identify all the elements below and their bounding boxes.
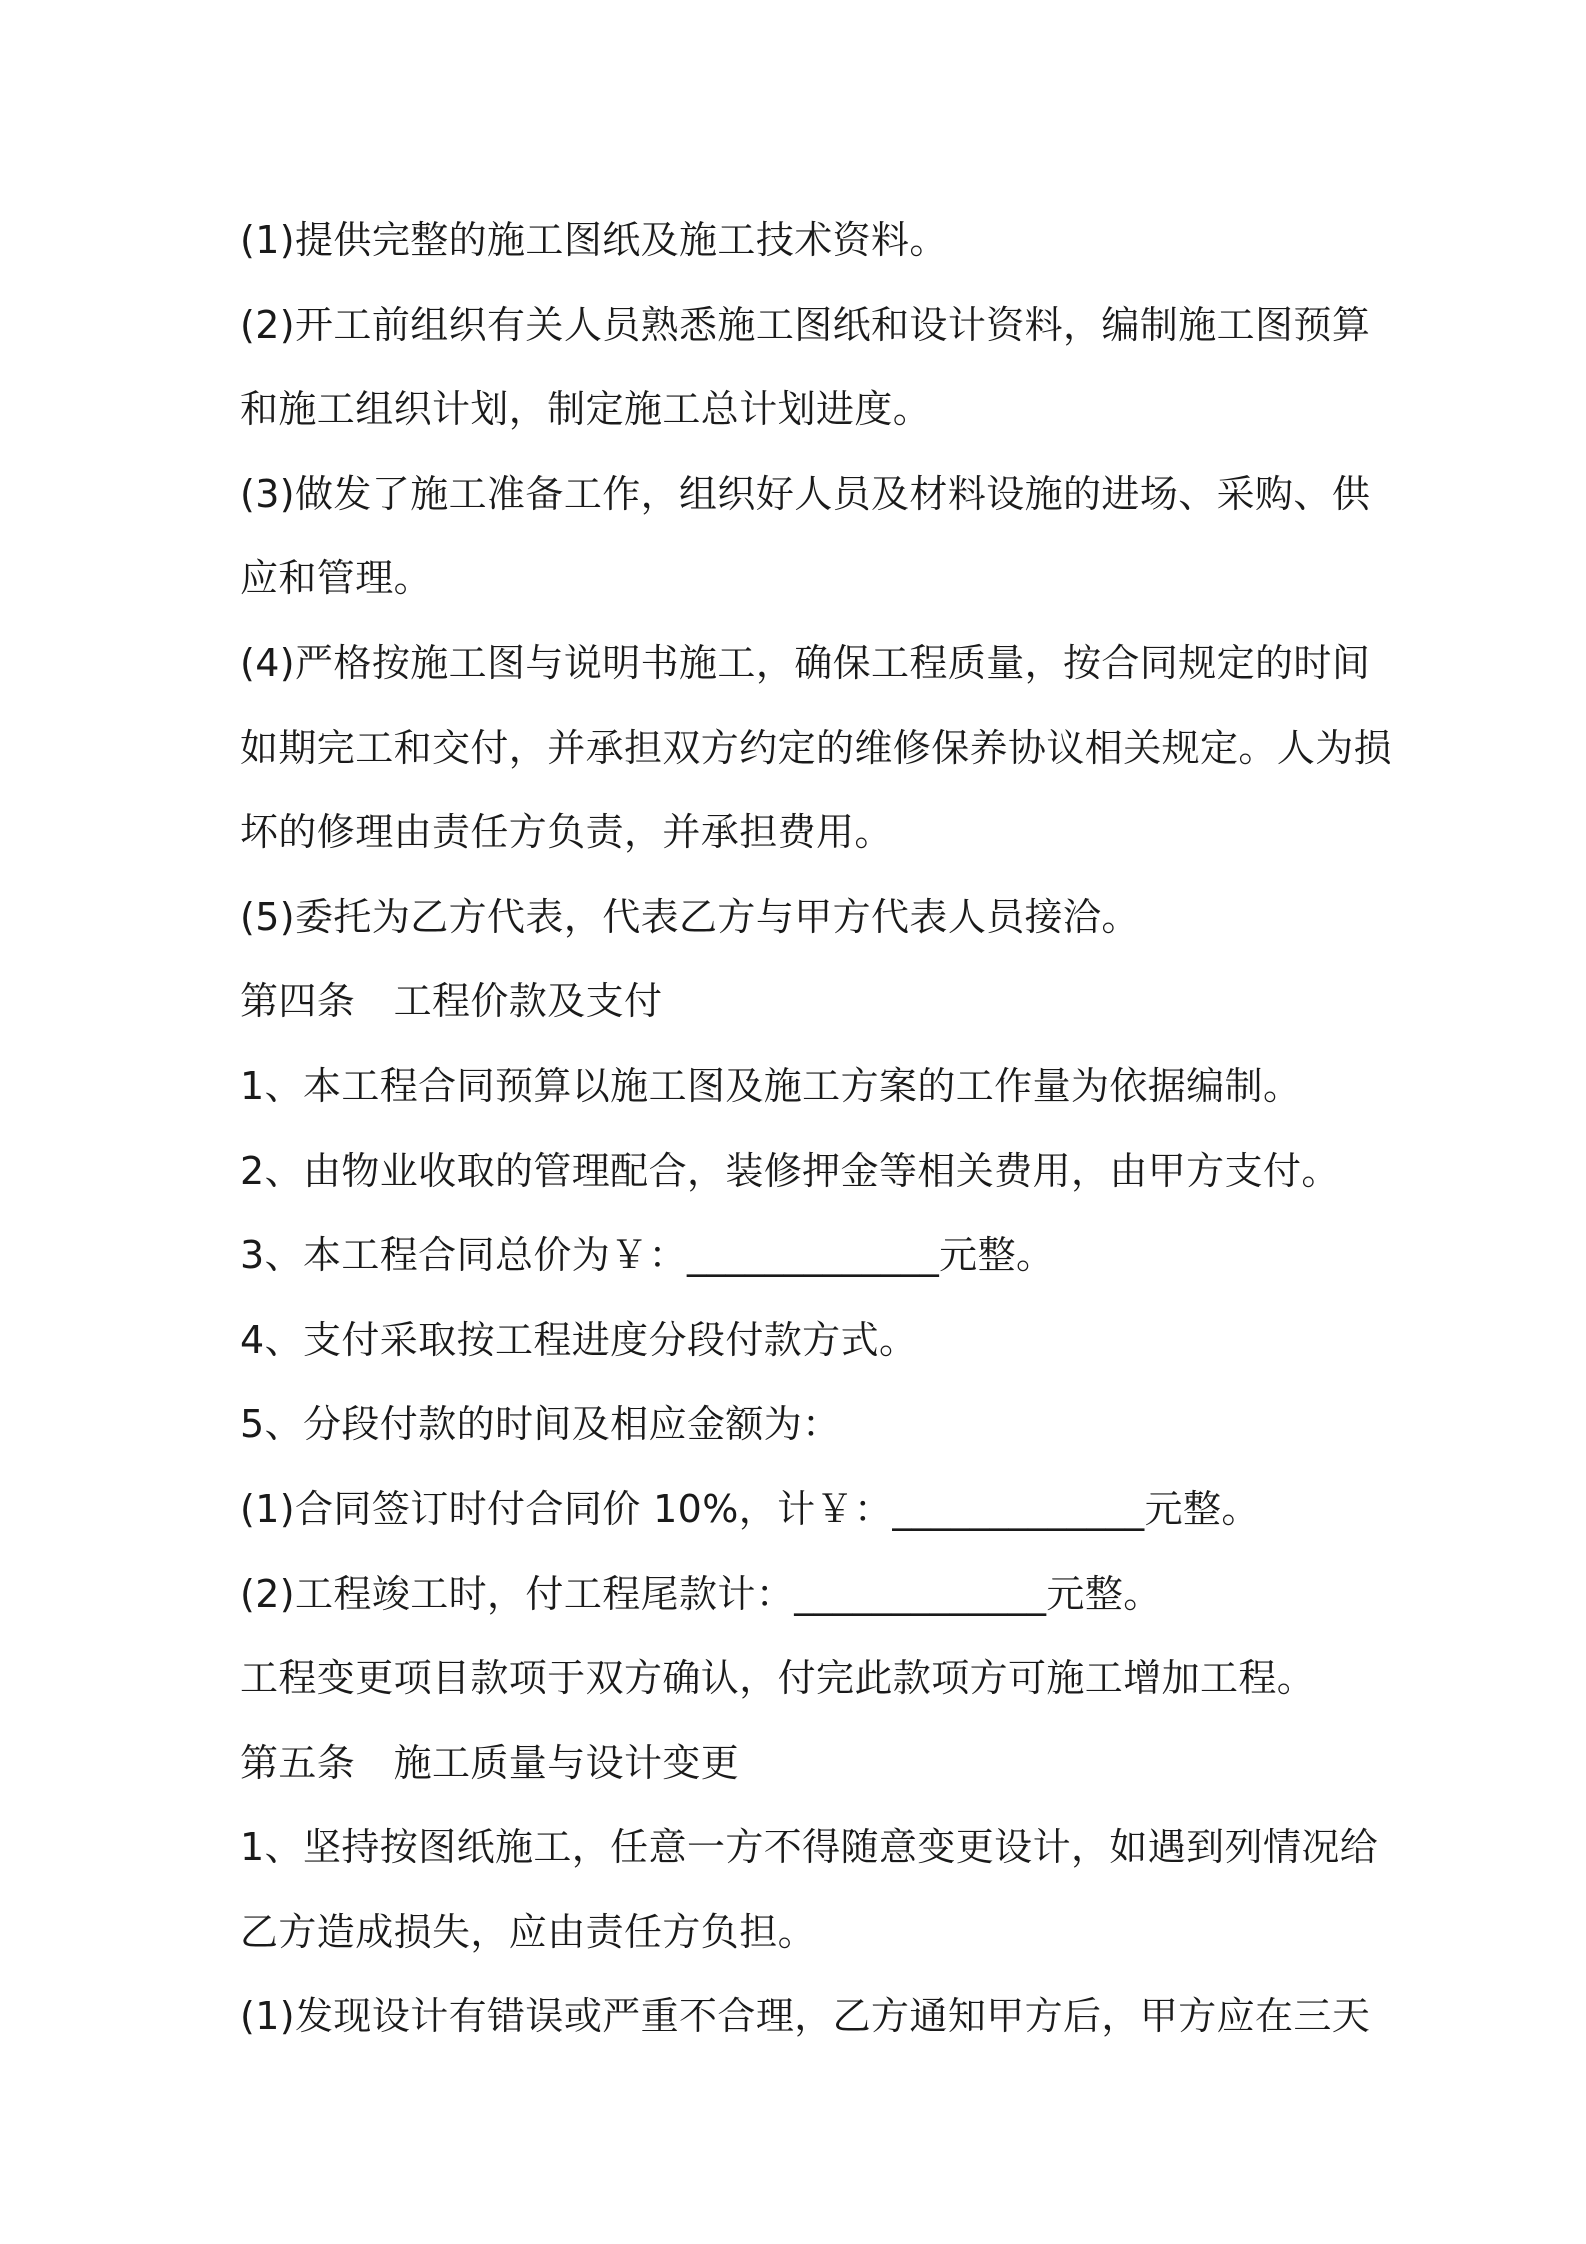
- text-line: (5)委托为乙方代表，代表乙方与甲方代表人员接洽。: [240, 894, 1140, 939]
- text-line: 和施工组织计划，制定施工总计划进度。: [240, 387, 932, 432]
- text-line: 坏的修理由责任方负责，并承担费用。: [240, 810, 893, 855]
- text-line: 如期完工和交付，并承担双方约定的维修保养协议相关规定。人为损: [240, 725, 1393, 770]
- text-line: (3)做发了施工准备工作，组织好人员及材料设施的进场、采购、供: [240, 471, 1371, 516]
- text-line: 1、本工程合同预算以施工图及施工方案的工作量为依据编制。: [240, 1063, 1302, 1108]
- section-heading: 第五条 施工质量与设计变更: [240, 1740, 740, 1785]
- text-line: (2)开工前组织有关人员熟悉施工图纸和设计资料，编制施工图预算: [240, 302, 1371, 347]
- text-line: (2)工程竣工时，付工程尾款计：_____________元整。: [240, 1571, 1162, 1616]
- text-line: 应和管理。: [240, 556, 433, 601]
- text-line: (1)提供完整的施工图纸及施工技术资料。: [240, 218, 948, 262]
- text-line: 工程变更项目款项于双方确认，付完此款项方可施工增加工程。: [240, 1656, 1316, 1701]
- text-line: 乙方造成损失，应由责任方负担。: [240, 1909, 817, 1954]
- text-line: 2、由物业收取的管理配合，装修押金等相关费用，由甲方支付。: [240, 1148, 1340, 1193]
- document-body: [240, 198, 1393, 2059]
- text-line: (1)合同签订时付合同价 10%，计￥：_____________元整。: [240, 1486, 1260, 1531]
- text-line: (4)严格按施工图与说明书施工，确保工程质量，按合同规定的时间: [240, 640, 1371, 685]
- section-heading: 第四条 工程价款及支付: [240, 979, 663, 1024]
- text-line: 5、分段付款的时间及相应金额为：: [240, 1402, 841, 1447]
- text-line: 3、本工程合同总价为￥：_____________元整。: [240, 1233, 1055, 1278]
- text-line: (1)发现设计有错误或严重不合理，乙方通知甲方后，甲方应在三天: [240, 1994, 1371, 2039]
- text-line: 4、支付采取按工程进度分段付款方式。: [240, 1317, 918, 1362]
- text-line: 1、坚持按图纸施工，任意一方不得随意变更设计，如遇到列情况给: [240, 1825, 1379, 1870]
